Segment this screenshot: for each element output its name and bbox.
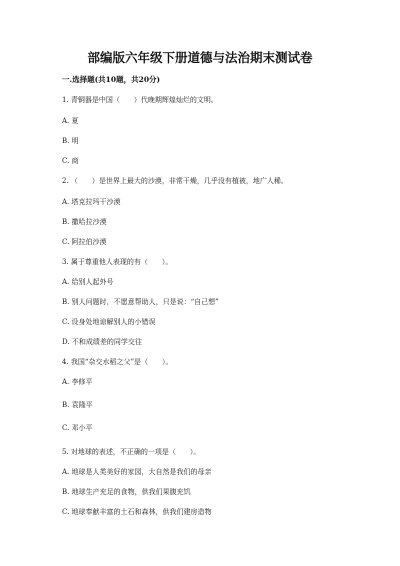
question-2-option-b: B. 撒哈拉沙漠 [62, 218, 107, 226]
question-3-option-b: B. 别人问题时，不愿意帮助人，只是说：“自己想” [62, 298, 219, 306]
question-4-option-c: C. 邓小平 [62, 424, 93, 432]
question-5-option-a: A. 地球是人类美好的家园，大自然是我们的母亲 [62, 468, 212, 476]
question-4-option-b: B. 袁隆平 [62, 401, 93, 409]
question-2-option-a: A. 塔克拉玛干沙漠 [62, 198, 121, 206]
question-3-option-c: C. 设身处地谅解别人的小错误 [62, 318, 156, 326]
question-3-option-a: A. 给别人起外号 [62, 278, 114, 286]
question-5-option-c: C. 地球奉献丰富的土石和森林，供我们建房造物 [62, 508, 212, 516]
question-1-option-b: B. 明 [62, 137, 79, 145]
question-1-option-a: A. 夏 [62, 117, 79, 125]
question-4-option-a: A. 李修平 [62, 378, 93, 386]
question-2-option-c: C. 阿拉伯沙漠 [62, 238, 107, 246]
question-3-option-d: D. 不和成绩差的同学交往 [62, 338, 142, 346]
question-2-stem: 2. （ ）是世界上最大的沙漠，非常干燥，几乎没有植被，地广人稀。 [62, 177, 288, 185]
question-1-option-c: C. 商 [62, 157, 79, 165]
page-title: 部编版六年级下册道德与法治期末测试卷 [87, 50, 313, 65]
question-4-stem: 4. 我国“杂交水稻之父”是（ ）。 [62, 358, 173, 366]
question-5-stem: 5. 对地球的表述，不正确的一项是（ ）。 [62, 448, 201, 456]
question-3-stem: 3. 属于尊重他人表现的有（ ）。 [62, 258, 173, 266]
question-1-stem: 1. 青铜器是中国（ ）代晚期辉煌灿烂的文明。 [62, 96, 218, 104]
section-heading: 一.选择题(共10题，共20分) [62, 75, 161, 84]
question-5-option-b: B. 地球生产充足的食物，供我们果腹充饥 [62, 488, 191, 496]
